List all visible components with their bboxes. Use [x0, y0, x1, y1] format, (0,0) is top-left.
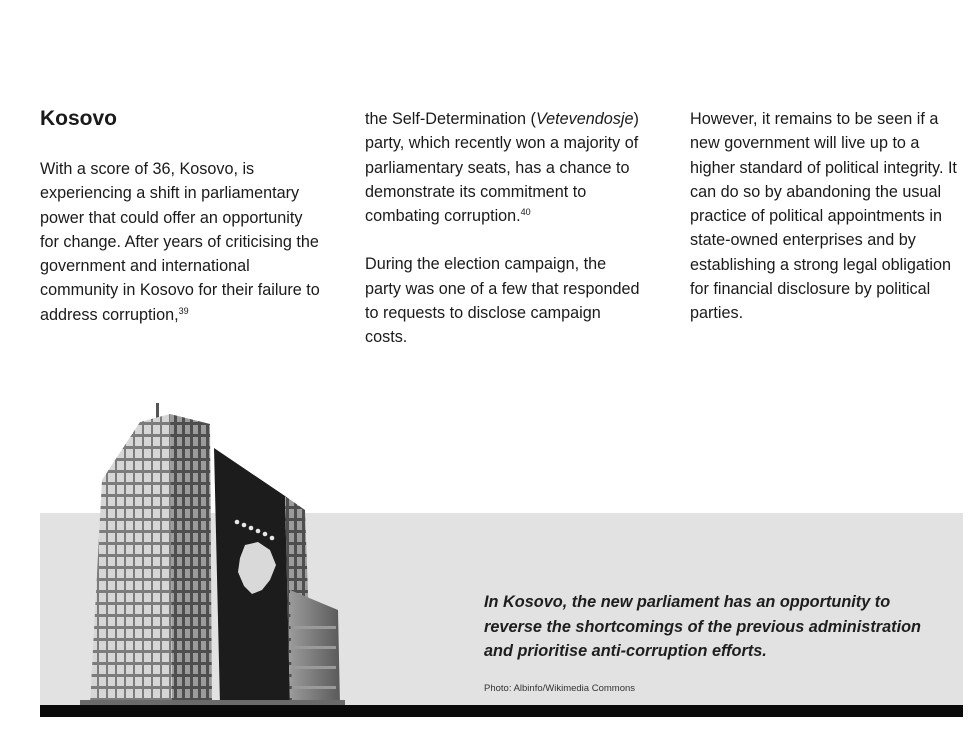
footnote-ref[interactable]: 39: [178, 305, 189, 316]
column-3: [690, 107, 965, 326]
column-2: [365, 107, 645, 350]
paragraph-3: During the election campaign, the party was one of a few that responded to requests to disclose campaign costs.: [365, 255, 640, 347]
government-building-icon: [80, 400, 345, 710]
paragraph-4: However, it remains to be seen if a new government will live up to a higher standard of political integrity. It can do so by abandoning the usual practice of political appointments in state-owned enterprises and by establishing a strong legal obligation for financial disclosure by political parties.: [690, 110, 957, 323]
paragraph-2: the Self-Determination (Vetevendosje) party, which recently won a majority of parliamentary seats, has a chance to demonstrate its commitment to combating corruption.$^{40}$: [365, 110, 639, 226]
section-heading: Kosovo: [40, 107, 118, 130]
bottom-bar: [40, 705, 963, 717]
column-1: [40, 107, 320, 327]
footnote-ref[interactable]: 40: [520, 207, 531, 218]
photo-credit: Photo: Albinfo/Wikimedia Commons: [484, 683, 636, 694]
party-name: Vetevendosje: [535, 110, 634, 128]
photo-caption: In Kosovo, the new parliament has an opportunity to reverse the shortcomings of the previous administration and prioritise anti-corruption efforts.: [484, 593, 921, 660]
paragraph-1: With a score of 36, Kosovo, is experiencing a shift in parliamentary power that could offer an opportunity for change. After years of criticising the government and international community in Kosovo for their failure to address corruption,$^{39}$: [40, 160, 320, 324]
